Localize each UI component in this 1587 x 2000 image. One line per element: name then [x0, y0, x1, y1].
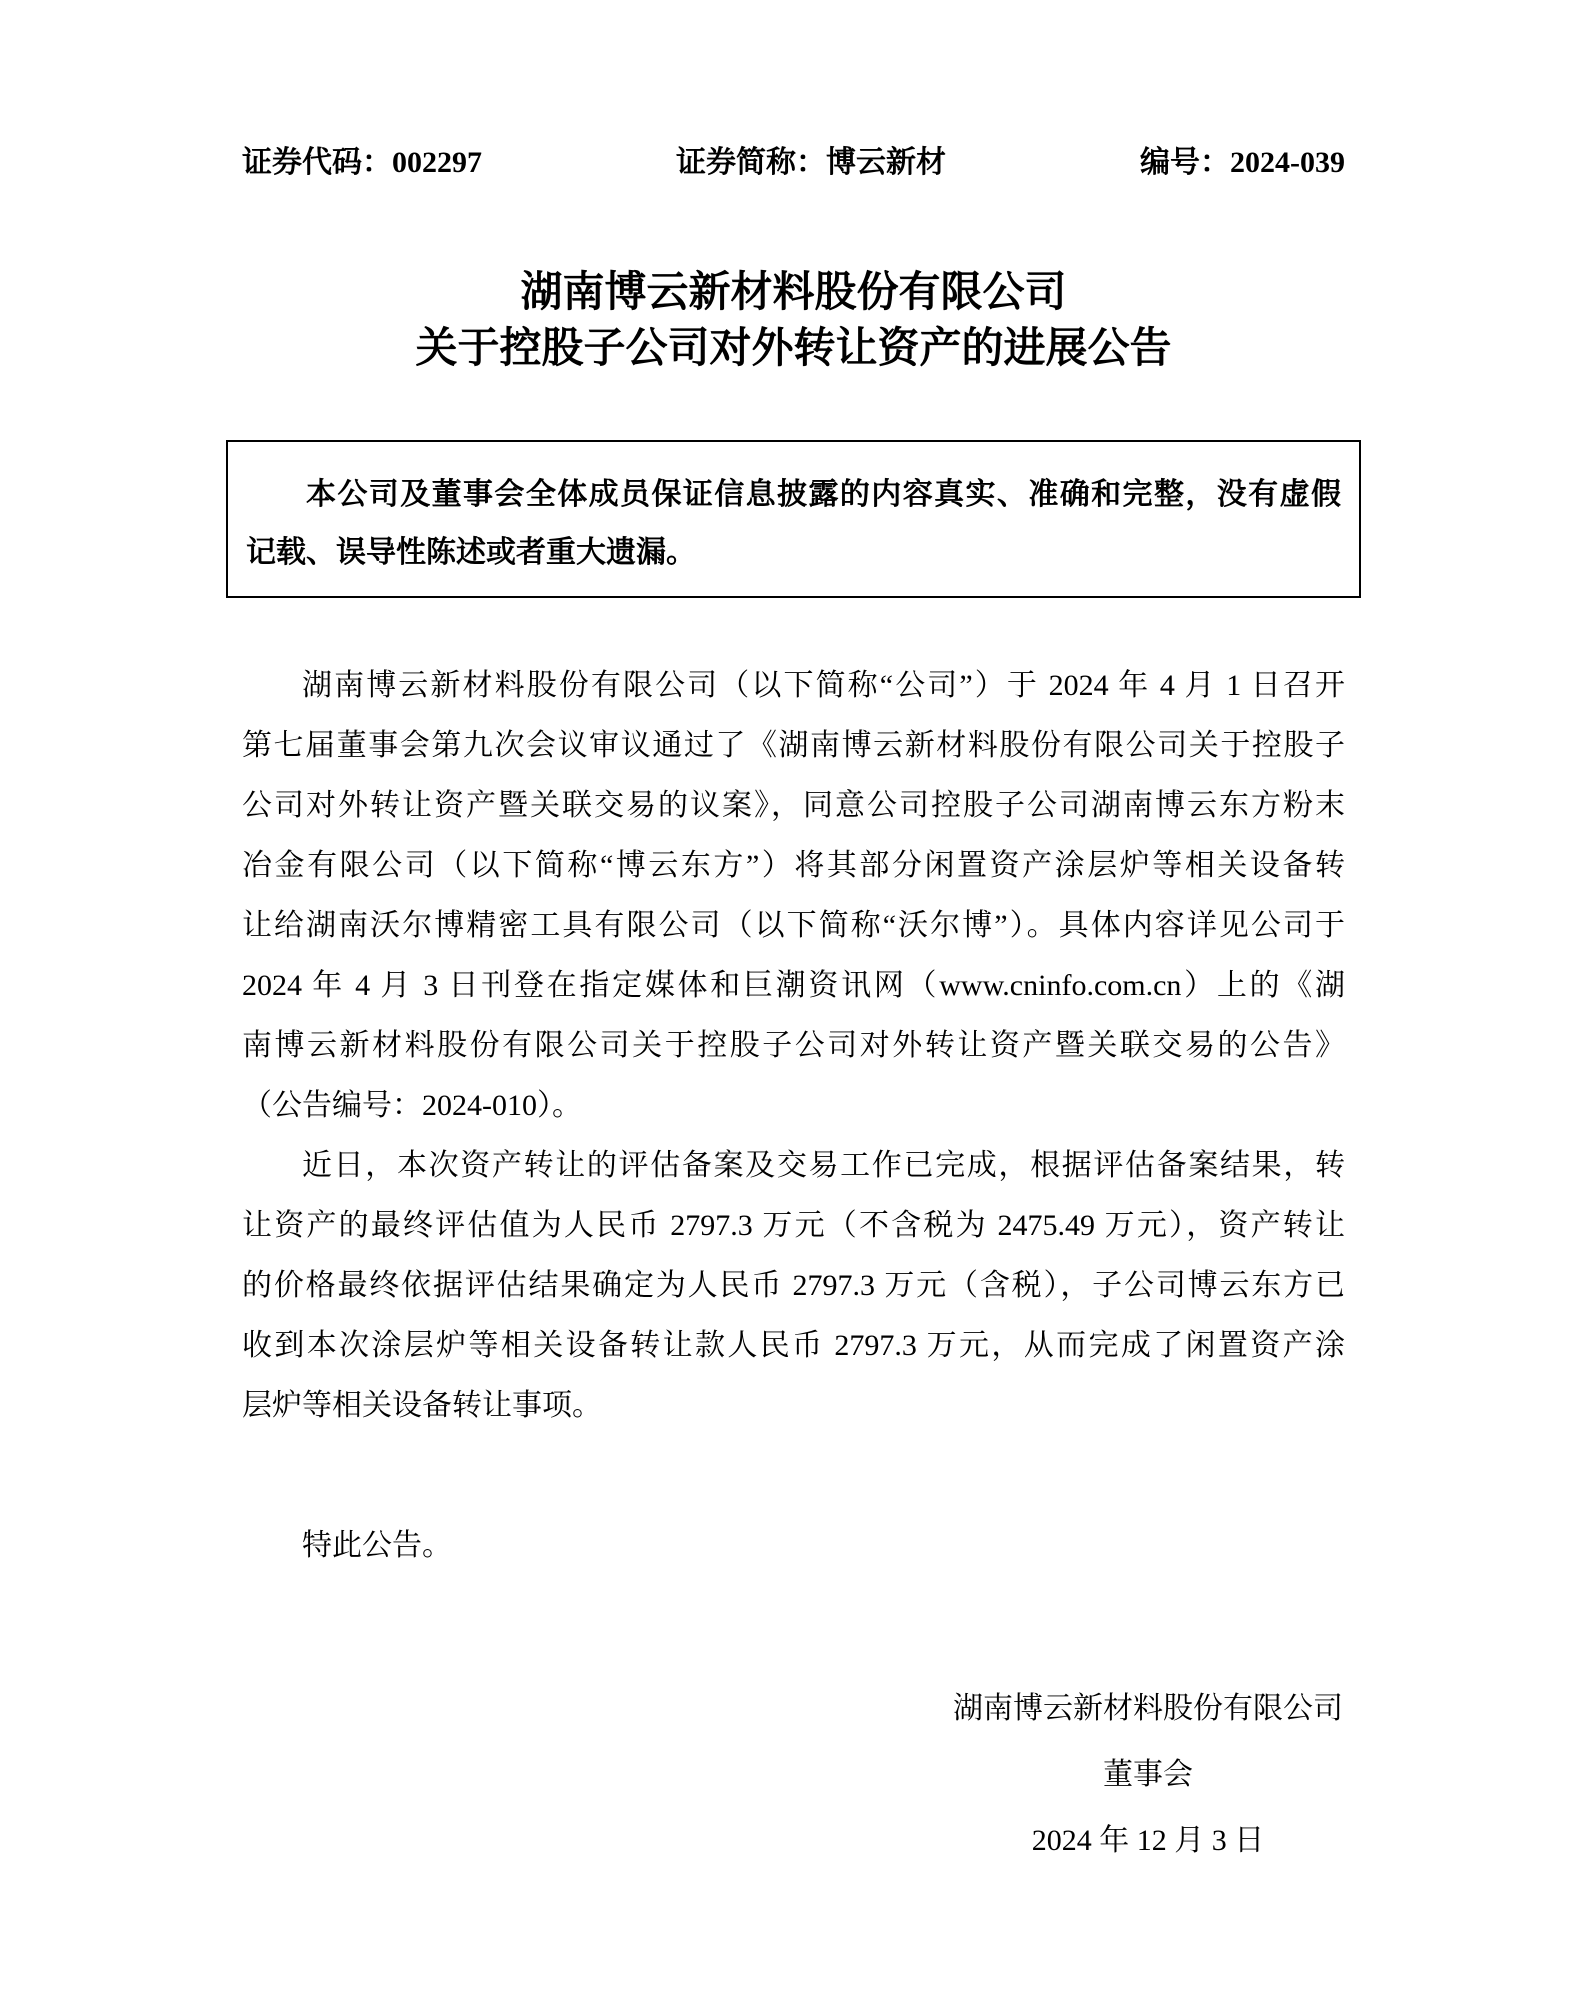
title-line-1: 湖南博云新材料股份有限公司	[520, 270, 1067, 316]
body-text-line: 南博云新材料股份有限公司关于控股子公司对外转让资产暨关联交易的公告》	[242, 1029, 1345, 1062]
paragraph-1	[242, 656, 1345, 1136]
disclaimer-line: 记载、误导性陈述或者重大遗漏。	[246, 536, 696, 569]
stock-code-label: 证券代码：002297	[242, 146, 482, 179]
stock-abbr-label: 证券简称：博云新材	[676, 146, 946, 179]
body-text-line: 让资产的最终评估值为人民币 2797.3 万元（不含税为 2475.49 万元），资产转让	[242, 1209, 1345, 1242]
body-text-line: 近日，本次资产转让的评估备案及交易工作已完成，根据评估备案结果，转	[302, 1149, 1345, 1182]
disclaimer-line: 本公司及董事会全体成员保证信息披露的内容真实、准确和完整，没有虚假	[306, 478, 1341, 511]
body-text-line: 第七届董事会第九次会议审议通过了《湖南博云新材料股份有限公司关于控股子	[242, 729, 1345, 762]
signature-company: 湖南博云新材料股份有限公司	[953, 1692, 1343, 1725]
body-text-line: 湖南博云新材料股份有限公司（以下简称“公司”）于 2024 年 4 月 1 日召开	[302, 669, 1345, 702]
title-line-2: 关于控股子公司对外转让资产的进展公告	[415, 326, 1172, 372]
document-title	[242, 265, 1345, 377]
signature-board: 董事会	[1103, 1758, 1193, 1791]
body-text-line: （公告编号：2024-010）。	[242, 1089, 582, 1122]
announcement-number-label: 编号：2024-039	[1140, 146, 1345, 179]
signature-date: 2024 年 12 月 3 日	[1031, 1824, 1265, 1857]
signature-block	[935, 1676, 1361, 1874]
body-text-line: 2024 年 4 月 3 日刊登在指定媒体和巨潮资讯网（www.cninfo.com.cn）上的《湖	[242, 969, 1345, 1002]
body-text-line: 的价格最终依据评估结果确定为人民币 2797.3 万元（含税），子公司博云东方已	[242, 1269, 1345, 1302]
paragraph-2	[242, 1136, 1345, 1436]
disclaimer-box	[226, 440, 1361, 598]
closing-statement: 特此公告。	[302, 1529, 452, 1562]
body-text-line: 层炉等相关设备转让事项。	[242, 1389, 602, 1422]
body-text-line: 收到本次涂层炉等相关设备转让款人民币 2797.3 万元，从而完成了闲置资产涂	[242, 1329, 1345, 1362]
body-text-line: 冶金有限公司（以下简称“博云东方”）将其部分闲置资产涂层炉等相关设备转	[242, 849, 1345, 882]
body-text-line: 公司对外转让资产暨关联交易的议案》，同意公司控股子公司湖南博云东方粉末	[242, 789, 1345, 822]
body-text-line: 让给湖南沃尔博精密工具有限公司（以下简称“沃尔博”）。具体内容详见公司于	[242, 909, 1345, 942]
securities-header-row	[242, 0, 1345, 185]
